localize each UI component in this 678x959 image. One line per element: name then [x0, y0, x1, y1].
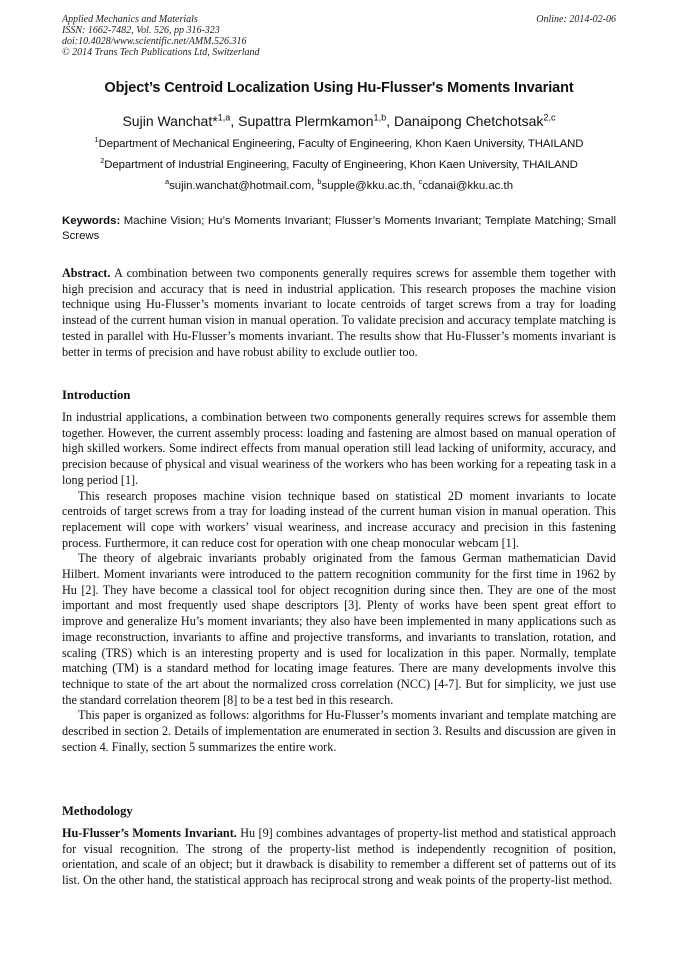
keywords [62, 214, 616, 244]
paper-title: Object’s Centroid Localization Using Hu-Flusser's Moments Invariant [104, 80, 574, 96]
methodology-text: Hu [9] combines advantages of property-list method and statistical approach for visual recognition. The strong of the property-list method is independently recognition of position, orientation, and scale of an object; but it drawback is disability to remember a different set of patterns out of its list. On the other hand, the statistical approach has reciprocal strong and weak points of the property-list method. [62, 826, 617, 888]
author-affiliation-mark: 2,c [543, 112, 556, 123]
paragraph: This paper is organized as follows: algorithms for Hu-Flusser’s moments invariant and template matching are described in section 2. Details of implementation are enumerated in section 3. Results and discussion are given in section 4. Finally, section 5 summarizes the entire work. [62, 708, 616, 754]
issn-line: ISSN: 1662-7482, Vol. 526, pp 316-323 [62, 25, 220, 36]
email-link[interactable]: sujin.wanchat@hotmail.com [169, 180, 312, 192]
copyright-line: © 2014 Trans Tech Publications Ltd, Switzerland [62, 47, 260, 58]
email-key: b [317, 177, 322, 187]
paragraph: The theory of algebraic invariants probably originated from the famous German mathematician David Hilbert. Moment invariants were introduced to the pattern recognition community for the first time in 1962 by Hu [2]. They have become a classical tool for object recognition during since then. They are one of the most important and most frequently used shape descriptors [3]. Plenty of works have been spent great effort to improve and generalize Hu’s moment invariants; they also have been implemented in many applications such as image reconstruction, invariants to affine and projective transforms, and invariants to translation, rotation, and scaling (TRS) which is an interesting property and is used for localization in this paper. Normally, template matching (TM) is a standard method for locating image features. There are many developments involve this technique to state of the art about the normalized cross correlation (NCC) [4-7]. But for simplicity, we just use the standard correlation theorem [8] to be a test bed in this research. [62, 551, 616, 707]
email-separator: , [311, 180, 318, 192]
affiliation-1 [62, 135, 616, 150]
email-key: c [418, 177, 423, 187]
abstract [62, 266, 616, 360]
email-separator: , [412, 180, 419, 192]
affiliation-number: 2 [100, 156, 105, 166]
paragraph: In industrial applications, a combination between two components generally requires screws for assemble them together. However, the current assembly process: loading and fastening are almost based on manual operation of high skilled workers. Some indirect effects from manual operation still lead lacking of uniformity, accuracy, and precision because of physical and visual weariness of the workers who has been working for a repeating task in a long period [1]. [62, 410, 616, 487]
email-link[interactable]: cdanai@kku.ac.th [422, 180, 514, 192]
abstract-text: A combination between two components generally requires screws for assemble them together with high precision and accuracy that is need in industrial application. This research proposes the machine vision technique using Hu-Flusser’s moments invariant to locate centroids of target screws from a tray for loading instead of the current human vision in manual operation. To validate precision and accuracy template matching is tested in parallel with Hu-Flusser’s moments invariant. The results show that Hu-Flusser’s moments invariant is better in terms of precision and have robust ability to exclude outlier too. [62, 266, 616, 359]
author-separator: , [230, 113, 239, 129]
affiliation-text: Department of Industrial Engineering, Faculty of Engineering, Khon Kaen University, THAILAND [104, 159, 578, 171]
methodology-heading: Methodology [62, 804, 133, 818]
paragraph: This research proposes machine vision technique based on statistical 2D moment invariants to locate centroids of target screws from a tray for loading instead of the current human vision in manual operation. This replacement will cope with workers’ visual weariness, and increase accuracy and precision in this fastening process. Furthermore, it can reduce cost for operation with one cheap monocular webcam [1]. [62, 488, 616, 550]
online-date: Online: 2014-02-06 [536, 14, 616, 25]
doi-line: doi:10.4028/www.scientific.net/AMM.526.316 [62, 36, 247, 47]
introduction-heading: Introduction [62, 388, 131, 402]
author-name: Supattra Plermkamon [238, 113, 374, 129]
journal-name: Applied Mechanics and Materials [62, 14, 198, 25]
journal-header [62, 14, 616, 58]
affiliation-text: Department of Mechanical Engineering, Faculty of Engineering, Khon Kaen University, THAILAND [98, 138, 584, 150]
author-affiliation-mark: 1,b [373, 112, 387, 123]
keywords-text: Machine Vision; Hu’s Moments Invariant; Flusser’s Moments Invariant; Template Matching; Small Screws [62, 215, 616, 242]
email-list [62, 177, 616, 192]
subsection-title: Hu-Flusser’s Moments Invariant. [62, 826, 237, 840]
author-list [62, 113, 616, 129]
author-affiliation-mark: 1,a [217, 112, 231, 123]
author-name: Sujin Wanchat* [122, 113, 218, 129]
keywords-label: Keywords: [62, 215, 121, 227]
email-link[interactable]: supple@kku.ac.th [321, 180, 413, 192]
email-key: a [164, 177, 170, 187]
introduction-body [62, 410, 616, 755]
author-separator: , [386, 113, 394, 129]
affiliation-2 [62, 156, 616, 171]
methodology-body [62, 826, 616, 889]
abstract-label: Abstract. [62, 266, 111, 280]
affiliation-number: 1 [94, 135, 99, 145]
author-name: Danaipong Chetchotsak [393, 113, 544, 129]
